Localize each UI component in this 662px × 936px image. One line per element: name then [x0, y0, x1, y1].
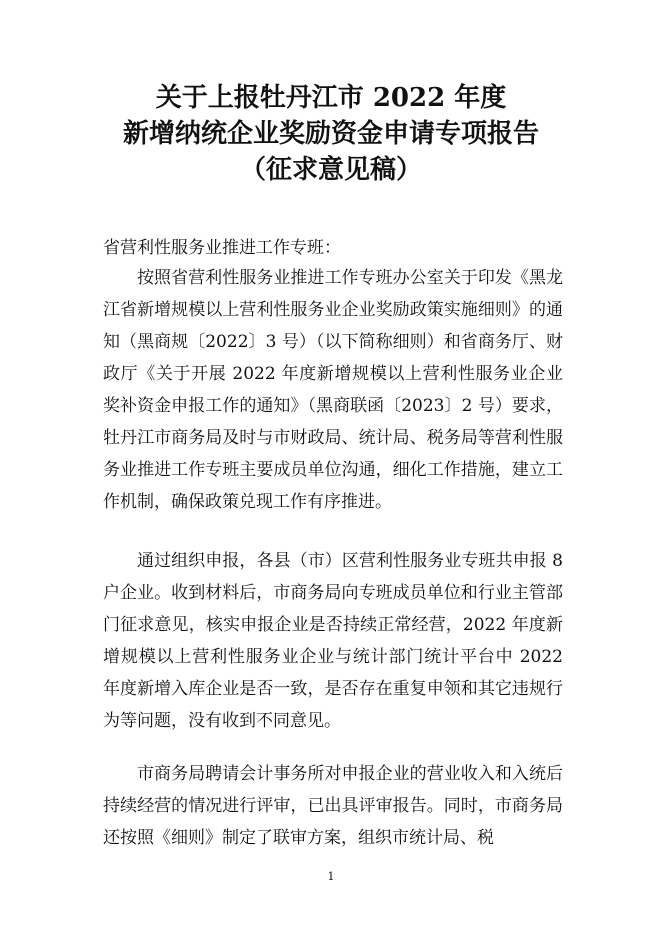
paragraph-3: 市商务局聘请会计事务所对申报企业的营业收入和入统后持续经营的情况进行评审，已出具评审报告。同时，市商务局还按照《细则》制定了联审方案，组织市统计局、税	[103, 764, 563, 848]
title-line-1: 关于上报牡丹江市 2022 年度	[155, 83, 507, 113]
paragraph-2: 通过组织申报，各县（市）区营利性服务业专班共申报 8 户企业。收到材料后，市商务局向专班成员单位和行业主管部门征求意见，核实申报企业是否持续正常经营，2022 年度新增规模以上营利性服务业企业与统计部门统计平台中 2022 年度新增入库企业是否一致，是否存在重复申领和其它违规行为等问题，没有收到不同意见。	[103, 551, 563, 731]
title-line-3: （征求意见稿）	[239, 155, 422, 185]
title-line-2: 新增纳统企业奖励资金申请专项报告	[122, 119, 539, 149]
page-number: 1	[327, 870, 335, 883]
paragraph-1: 按照省营利性服务业推进工作专班办公室关于印发《黑龙江省新增规模以上营利性服务业企业奖励政策实施细则》的通知（黑商规〔2022〕3 号）（以下简称细则）和省商务厅、财政厅《关于开展 2022 年度新增规模以上营利性服务业企业奖补资金申报工作的通知》（黑商联函〔2023〕2 号）要求，牡丹江市商务局及时与市财政局、统计局、税务局等营利性服务业推进工作专班主要成员单位沟通，细化工作措施，建立工作机制，确保政策兑现工作有序推进。	[103, 268, 563, 512]
salutation: 省营利性服务业推进工作专班：	[103, 238, 341, 258]
